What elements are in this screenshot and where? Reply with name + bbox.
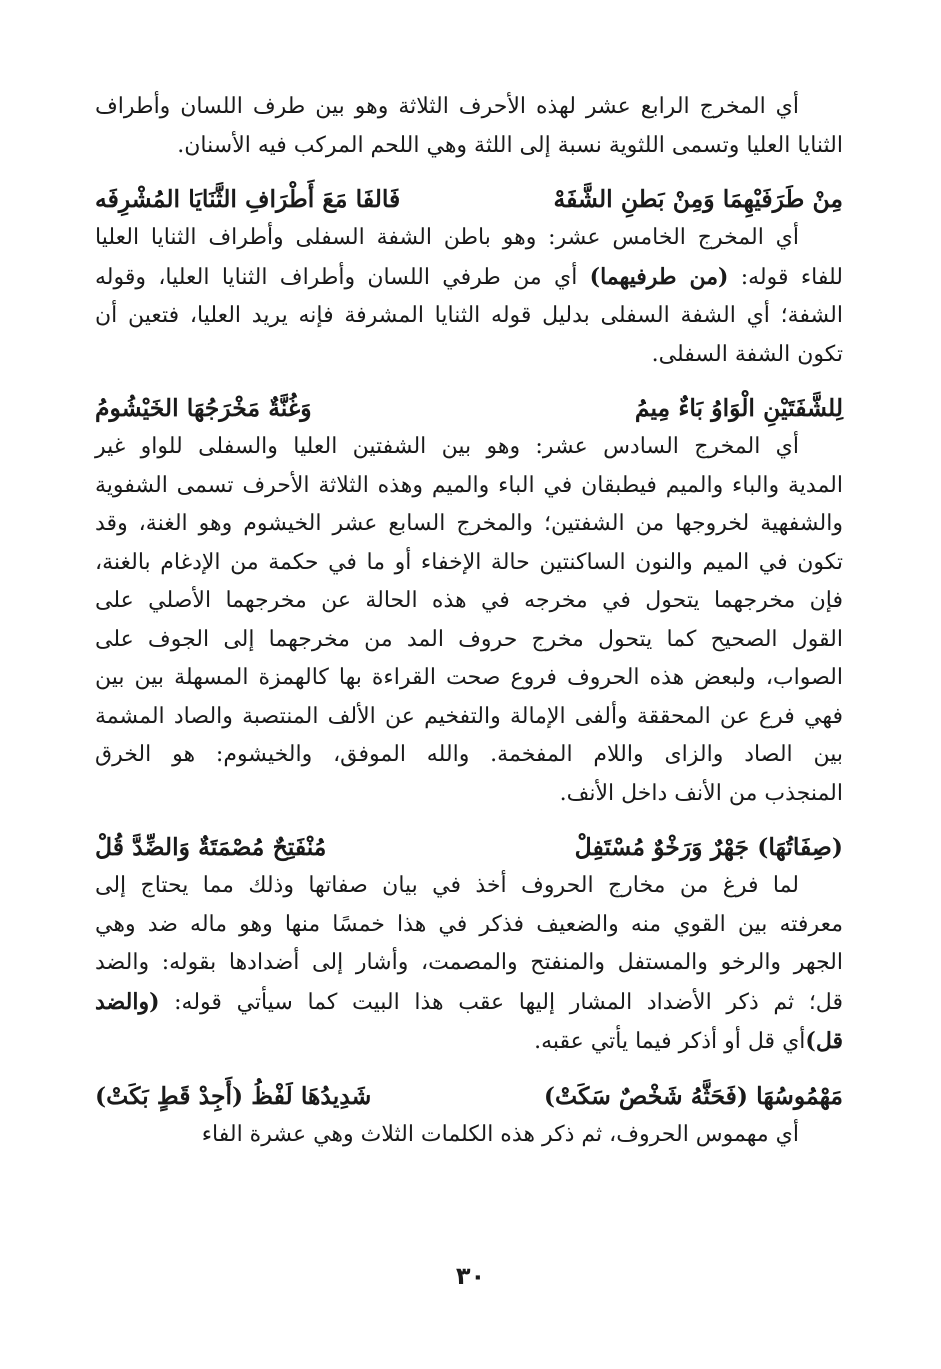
text-run: أي من طرفي اللسان وأطراف الثنايا العليا، وقوله <box>95 264 590 290</box>
verse-4 <box>95 1076 843 1116</box>
verse-2 <box>95 388 843 428</box>
page-body <box>95 88 843 1154</box>
quoted-term: (والضد <box>95 988 160 1015</box>
text-line: أي المخرج الرابع عشر لهذه الأحرف الثلاثة وهو بين طرف اللسان وأطراف <box>95 94 799 119</box>
text-line: تكون في الميم والنون الساكنتين حالة الإخفاء أو ما في حكمة من الإدغام بالغنة، <box>95 549 843 575</box>
text-line <box>95 258 843 298</box>
text-line: الشفة؛ أي الشفة السفلى بدليل قوله الثنايا المشرفة فإنه يريد العليا، فتعين أن <box>95 303 843 328</box>
text-run: قل؛ ثم ذكر الأضداد المشار إليها عقب هذا البيت كما سيأتي قوله: <box>159 989 843 1015</box>
verse-hemistich-second: وَغُنَّةٌ مَخْرَجُهَا الخَيْشُومُ <box>95 394 312 422</box>
text-line: فإن مخرجهما يتحول في مخرجه في هذه الحالة عن مخرجهما الأصلي على <box>95 588 843 613</box>
quoted-term: قل) <box>805 1028 843 1054</box>
text-line: أي مهموس الحروف، ثم ذكر هذه الكلمات الثلاث وهي عشرة الفاء <box>201 1121 799 1147</box>
text-line: معرفته بين القوي منه والضعيف فذكر في هذا خمسًا منها وهو ماله ضد وهي <box>95 911 843 937</box>
text-line: لما فرغ من مخارج الحروف أخذ في بيان صفاتها وذلك مما يحتاج إلى <box>95 873 799 898</box>
text-line: الصواب، ولبعض هذه الحروف فروع صحت القراءة بها كالهمزة المسهلة بين بين <box>95 665 843 690</box>
text-line: المدية والباء والميم فيطبقان في الباء والميم وهذه الثلاثة الأحرف تسمى الشفوية <box>95 472 843 498</box>
verse-hemistich-second: فَالفَا مَعَ أَطْرَافِ الثَّنَايَا المُشْرِفَه <box>95 185 401 213</box>
verse-hemistich-second: شَدِيدُهَا لَفْظُ (أَجِدْ قَطٍ بَكَتْ) <box>95 1081 372 1110</box>
verse-hemistich-second: مُنْفَتِحٌ مُصْمَتَةٌ وَالضِّدَّ قُلْ <box>95 833 327 861</box>
quoted-term: (من طرفيهما) <box>589 263 729 290</box>
text-line: والشفهية لخروجها من الشفتين؛ والمخرج السابع عشر الخيشوم وهو الغنة، وقد <box>95 511 843 536</box>
text-line: أي المخرج السادس عشر: وهو بين الشفتين العليا والسفلى للواو غير <box>95 434 799 459</box>
text-line: المنجذب من الأنف داخل الأنف. <box>559 780 843 806</box>
paragraph-2 <box>95 219 843 374</box>
page-number: ٣٠ <box>455 1262 486 1290</box>
text-run: أي قل أو أذكر فيما يأتي عقبه. <box>534 1029 806 1054</box>
text-line: القول الصحيح كما يتحول مخرج حروف المد من مخرجهما إلى الجوف على <box>95 626 843 652</box>
text-line <box>95 1022 843 1062</box>
text-line <box>95 983 843 1023</box>
paragraph-4 <box>95 867 843 1062</box>
text-line: الثنايا العليا وتسمى اللثوية نسبة إلى اللثة وهي اللحم المركب فيه الأسنان. <box>177 132 843 158</box>
verse-hemistich-first: مَهْمُوسُهَا (فَحَثَّهُ شَخْصٌ سَكَتْ) <box>543 1081 843 1110</box>
verse-hemistich-first: مِنْ طَرَفَيْهِمَا وَمِنْ بَطنِ الشَّفَهْ <box>553 185 843 213</box>
paragraph-5 <box>95 1116 843 1155</box>
verse-3 <box>95 827 843 867</box>
text-line: تكون الشفة السفلى. <box>651 341 843 367</box>
text-line: فهي فرع عن المحققة وألفى الإمالة والتفخيم عن الألف المنتصبة والصاد المشمة <box>95 703 843 729</box>
verse-1 <box>95 179 843 219</box>
paragraph-3 <box>95 428 843 813</box>
verse-hemistich-first: لِلشَّفَتَيْنِ الْوَاوُ بَاءٌ مِيمُ <box>634 394 843 422</box>
text-line: أي المخرج الخامس عشر: وهو باطن الشفة السفلى وأطراف الثنايا العليا <box>95 225 799 250</box>
text-line: بين الصاد والزاى واللام المفخمة. والله الموفق، والخيشوم: هو الخرق <box>95 742 843 767</box>
text-run: للفاء قوله: <box>728 264 844 290</box>
paragraph-1 <box>95 88 843 165</box>
text-line: الجهر والرخو والمستفل والمنفتح والمصمت، وأشار إلى أضدادها بقوله: والضد <box>95 950 843 975</box>
verse-hemistich-first: (صِفَاتُهَا) جَهْرٌ وَرَخْوٌ مُسْتَفِلْ <box>574 833 843 861</box>
